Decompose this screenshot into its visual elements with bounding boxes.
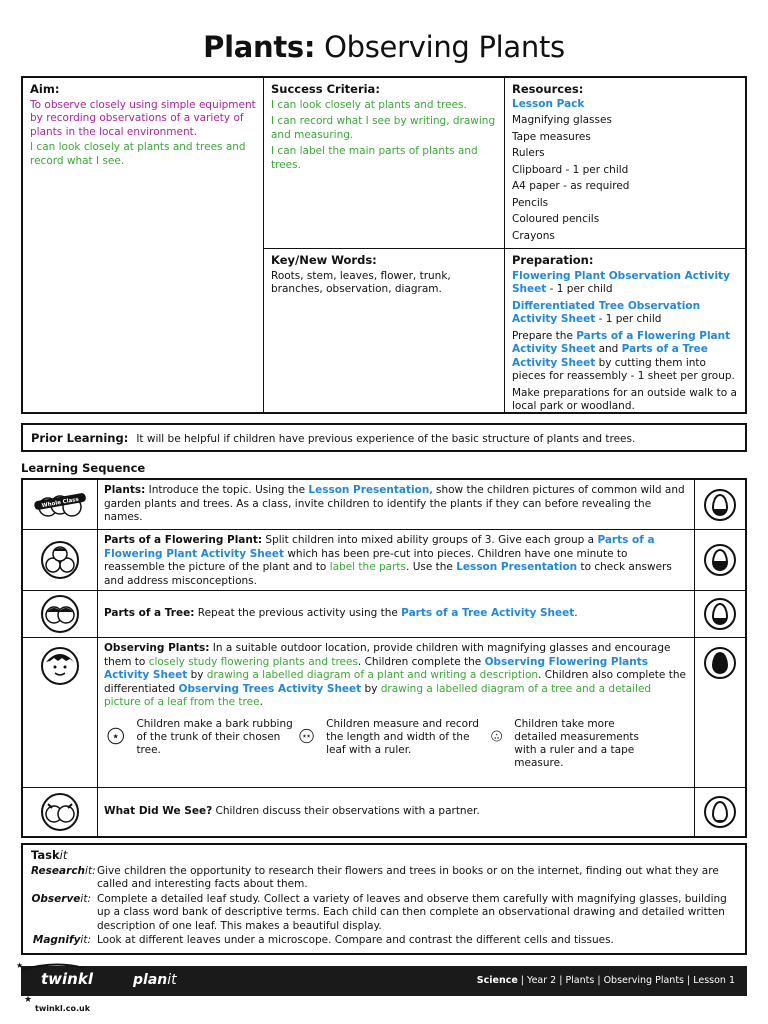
resource-item: Crayons — [512, 229, 555, 242]
differentiation-one-star: ★ Children make a bark rubbing of the trunk of their chosen tree. — [107, 718, 297, 757]
group-icon — [23, 530, 98, 590]
resource-item: Pencils — [512, 196, 549, 209]
success-criteria-section — [264, 78, 504, 177]
svg-text:★: ★ — [16, 961, 24, 970]
resource-item: A4 paper - as required — [512, 180, 630, 192]
parts-flowering-plant-link[interactable]: Parts of a Flowering Plant Activity Sheet — [512, 329, 731, 355]
parts-tree-link[interactable]: Parts of a Tree Activity Sheet — [401, 607, 575, 619]
task-section — [21, 843, 747, 955]
egg-timer-icon — [694, 788, 745, 836]
sequence-text: What Did We See? Children discuss their observations with a partner. — [104, 805, 480, 817]
svg-text:★★: ★★ — [493, 735, 500, 740]
individual-icon — [23, 638, 98, 787]
task-row-research: Researchit: Give children the opportunity to research their flowers and trees in books or on the internet, finding out what they are called and interesting facts about them. — [31, 864, 719, 890]
resources-section — [505, 78, 745, 251]
sequence-text: Parts of a Tree: Repeat the previous activity using the Parts of a Tree Activity Sheet. — [104, 607, 578, 619]
lesson-pack-link[interactable]: Lesson Pack — [512, 97, 585, 110]
twinkl-logo: twinkl — [41, 970, 93, 988]
page-title — [0, 30, 768, 64]
keywords-text: Roots, stem, leaves, flower, trunk, branches, observation, diagram. — [271, 269, 451, 295]
one-star-icon — [107, 718, 124, 754]
keywords-heading: Key/New Words: — [271, 253, 377, 267]
differentiation-three-star: ★ ★★ Children take more detailed measurements with a ruler and a tape measure. — [491, 718, 641, 770]
success-heading: Success Criteria: — [271, 82, 380, 96]
lesson-presentation-link[interactable]: Lesson Presentation — [456, 561, 578, 573]
prior-text: It will be helpful if children have previous experience of the basic structure of plants and trees. — [136, 433, 636, 445]
svg-text:Whole Class: Whole Class — [41, 496, 80, 509]
lesson-presentation-link[interactable]: Lesson Presentation — [308, 484, 430, 496]
site-url: twinkl.co.uk — [35, 1004, 91, 1013]
flowering-plant-sheet-link[interactable]: Flowering Plant Observation Activity Sheet — [512, 269, 730, 295]
preparation-section — [505, 249, 745, 422]
footer-breadcrumb: Science | Year 2 | Plants | Observing Plants | Lesson 1 — [476, 975, 735, 986]
sequence-row — [23, 638, 745, 788]
differentiation-two-star: ★★ Children measure and record the length and width of the leaf with a ruler. — [299, 718, 489, 757]
parts-tree-link[interactable]: Parts of a Tree Activity Sheet — [512, 343, 708, 369]
footer-bar — [21, 966, 747, 996]
egg-timer-icon — [694, 480, 745, 529]
sequence-text: Plants: Introduce the topic. Using the Lesson Presentation, show the children pictures of common wild and garden plants and trees. As a class, invite children to identify the plants if they can before revealing the names. — [104, 484, 685, 523]
resource-item: Rulers — [512, 147, 545, 159]
keywords-section — [264, 249, 504, 302]
task-row-magnify: Magnifyit: Look at different leaves under a microscope. Compare and contrast the different cells and tissues. — [32, 934, 614, 946]
learning-sequence — [21, 478, 747, 838]
preparation-heading: Preparation: — [512, 253, 594, 267]
task-row-observe: Observeit: Complete a detailed leaf study. Collect a variety of leaves and observe them carefully with magnifying glasses, building up a class word bank of descriptive terms. Each child can then complete an observational drawing and detailed written description of one leaf. This makes a beautiful display. — [31, 892, 727, 932]
prior-label: Prior Learning: — [31, 431, 129, 445]
aim-objective: To observe closely using simple equipment by recording observations of a variety of plants in the local environment. — [30, 98, 256, 138]
prep-item: Make preparations for an outside walk to a local park or woodland. — [512, 386, 737, 412]
resource-item: Coloured pencils — [512, 213, 600, 225]
two-star-icon — [299, 718, 314, 754]
sequence-row — [23, 480, 745, 530]
aim-section — [23, 78, 263, 173]
prep-item: Prepare the Parts of a Flowering Plant Activity Sheet and Parts of a Tree Activity Sheet by cutting them into pieces for reassembly - 1 sheet per group. — [512, 329, 735, 382]
task-heading: Taskit — [31, 848, 68, 862]
parts-flowering-plant-link[interactable]: Parts of a Flowering Plant Activity Sheet — [104, 534, 655, 560]
whole-class-icon — [23, 480, 98, 529]
sequence-row — [23, 788, 745, 836]
svg-text:★★: ★★ — [302, 734, 311, 740]
overview-grid — [21, 76, 747, 414]
sequence-text: Observing Plants: In a suitable outdoor location, provide children with magnifying glasses and encourage them to closely study flowering plants and trees. Children complete the Observing Flowering Plants Activity Sheet by drawing a labelled diagram of a plant and writing a description. Children also complete the differentiated Observing Trees Activity Sheet by drawing a labelled diagram of a tree and a detailed picture of a leaf from the tree. — [104, 642, 686, 708]
svg-text:★: ★ — [24, 995, 33, 1005]
resource-item: Clipboard - 1 per child — [512, 163, 629, 176]
resource-item: Magnifying glasses — [512, 114, 612, 126]
success-item: I can look closely at plants and trees. — [271, 98, 467, 111]
learning-sequence-heading: Learning Sequence — [21, 461, 146, 475]
prep-item: Differentiated Tree Observation Activity Sheet - 1 per child — [512, 299, 701, 325]
egg-timer-icon — [694, 591, 745, 637]
sequence-row — [23, 530, 745, 591]
observing-flowering-plants-link[interactable]: Observing Flowering Plants Activity Sheet — [104, 655, 649, 681]
resource-item: Tape measures — [512, 130, 591, 143]
three-star-icon — [491, 718, 502, 754]
sequence-text: Parts of a Flowering Plant: Split children into mixed ability groups of 3. Give each group a Parts of a Flowering Plant Activity Sheet which has been pre-cut into pieces. Children have one minute to reassemble the picture of the plant and to label the parts. Use the Lesson Presentation to check answers and address misconceptions. — [104, 534, 672, 587]
title-bold: Plants: — [203, 30, 316, 64]
tree-sheet-link[interactable]: Differentiated Tree Observation Activity Sheet — [512, 299, 701, 325]
observing-trees-link[interactable]: Observing Trees Activity Sheet — [178, 682, 362, 695]
planit-logo: planit — [133, 972, 177, 988]
star-decoration-icon — [14, 958, 124, 1008]
aim-heading: Aim: — [30, 82, 60, 96]
egg-timer-icon — [694, 530, 745, 590]
prep-item: Flowering Plant Observation Activity Sheet - 1 per child — [512, 269, 730, 295]
title-rest: Observing Plants — [324, 30, 565, 64]
svg-text:★: ★ — [495, 732, 499, 737]
resources-heading: Resources: — [512, 82, 584, 96]
prior-learning — [21, 423, 747, 452]
success-item: I can label the main parts of plants and trees. — [271, 145, 478, 171]
pair-talk-icon — [23, 788, 98, 836]
aim-statement: I can look closely at plants and trees and record what I see. — [30, 141, 246, 167]
success-item: I can record what I see by writing, drawing and measuring. — [271, 115, 496, 141]
sequence-row — [23, 591, 745, 638]
egg-timer-icon — [694, 638, 745, 787]
pair-icon — [23, 591, 98, 637]
svg-text:★: ★ — [112, 732, 119, 741]
